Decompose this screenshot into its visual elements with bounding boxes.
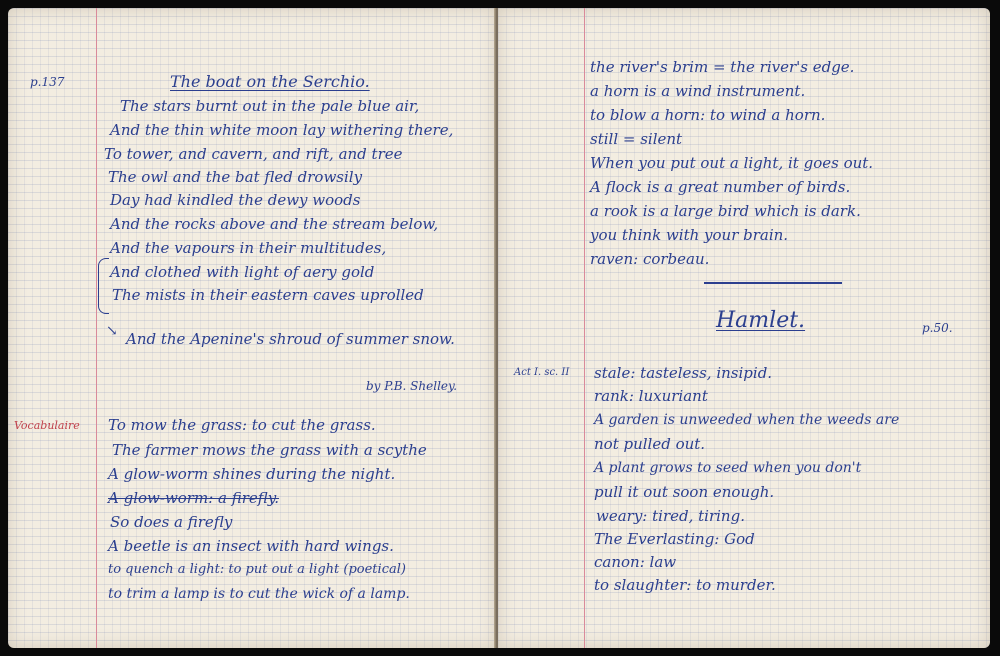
- vocabulary-label: Vocabulaire: [14, 419, 80, 432]
- right-page: [498, 8, 990, 648]
- hamlet-line: weary: tired, tiring.: [596, 507, 745, 525]
- vocab-line: a rook is a large bird which is dark.: [590, 202, 861, 220]
- vocab-line: When you put out a light, it goes out.: [590, 154, 874, 172]
- left-page: [8, 8, 496, 648]
- poem-title: The boat on the Serchio.: [170, 72, 370, 91]
- hamlet-line: A garden is unweeded when the weeds are: [594, 412, 900, 428]
- vocab-line-crossed: A glow-worm: a firefly.: [108, 489, 280, 507]
- poem-line: The stars burnt out in the pale blue air,: [120, 97, 420, 115]
- vocab-line: you think with your brain.: [590, 226, 789, 244]
- hamlet-line: to slaughter: to murder.: [594, 576, 776, 594]
- hamlet-line: canon: law: [594, 553, 677, 571]
- vocab-line: raven: corbeau.: [590, 250, 710, 268]
- section-divider: [704, 282, 842, 284]
- margin-bracket: [98, 258, 109, 314]
- poem-line: And the rocks above and the stream below,: [110, 215, 439, 233]
- vocab-line: still = silent: [590, 130, 683, 148]
- vocab-line: So does a firefly: [110, 513, 233, 531]
- vocab-line: The farmer mows the grass with a scythe: [112, 441, 427, 459]
- poem-attribution: by P.B. Shelley.: [366, 379, 458, 393]
- vocab-line: to trim a lamp is to cut the wick of a lamp.: [108, 586, 410, 602]
- vocab-line: to blow a horn: to wind a horn.: [590, 106, 826, 124]
- arrow-icon: ↘: [106, 323, 118, 339]
- hamlet-line: not pulled out.: [594, 435, 706, 453]
- poem-line: Day had kindled the dewy woods: [110, 191, 361, 209]
- vocab-line: a horn is a wind instrument.: [590, 82, 806, 100]
- vocab-line: To mow the grass: to cut the grass.: [108, 416, 376, 434]
- poem-line: The mists in their eastern caves uprolled: [112, 286, 424, 304]
- vocab-line: A beetle is an insect with hard wings.: [108, 537, 394, 555]
- poem-line: And the vapours in their multitudes,: [110, 239, 387, 257]
- left-margin-line: [96, 8, 97, 648]
- vocab-line: the river's brim = the river's edge.: [590, 58, 855, 76]
- hamlet-line: The Everlasting: God: [594, 530, 755, 548]
- hamlet-line: A plant grows to seed when you don't: [594, 460, 862, 476]
- page-reference: p.137: [30, 75, 65, 89]
- hamlet-page-reference: p.50.: [922, 321, 953, 335]
- poem-line: And the thin white moon lay withering there,: [110, 121, 454, 139]
- poem-line: To tower, and cavern, and rift, and tree: [104, 145, 403, 163]
- poem-line: The owl and the bat fled drowsily: [108, 168, 363, 186]
- vocab-line: A glow-worm shines during the night.: [108, 465, 396, 483]
- hamlet-line: rank: luxuriant: [594, 387, 708, 405]
- vocab-line: to quench a light: to put out a light (poetical): [108, 562, 406, 577]
- hamlet-line: stale: tasteless, insipid.: [594, 364, 773, 382]
- right-margin-line: [584, 8, 585, 648]
- vocab-line: A flock is a great number of birds.: [590, 178, 851, 196]
- poem-line: And clothed with light of aery gold: [110, 263, 375, 281]
- open-notebook: [8, 8, 990, 648]
- poem-line: And the Apenine's shroud of summer snow.: [126, 330, 455, 348]
- hamlet-line: pull it out soon enough.: [594, 483, 775, 501]
- act-scene-label: Act I. sc. II: [514, 367, 570, 378]
- hamlet-title: Hamlet.: [716, 308, 806, 333]
